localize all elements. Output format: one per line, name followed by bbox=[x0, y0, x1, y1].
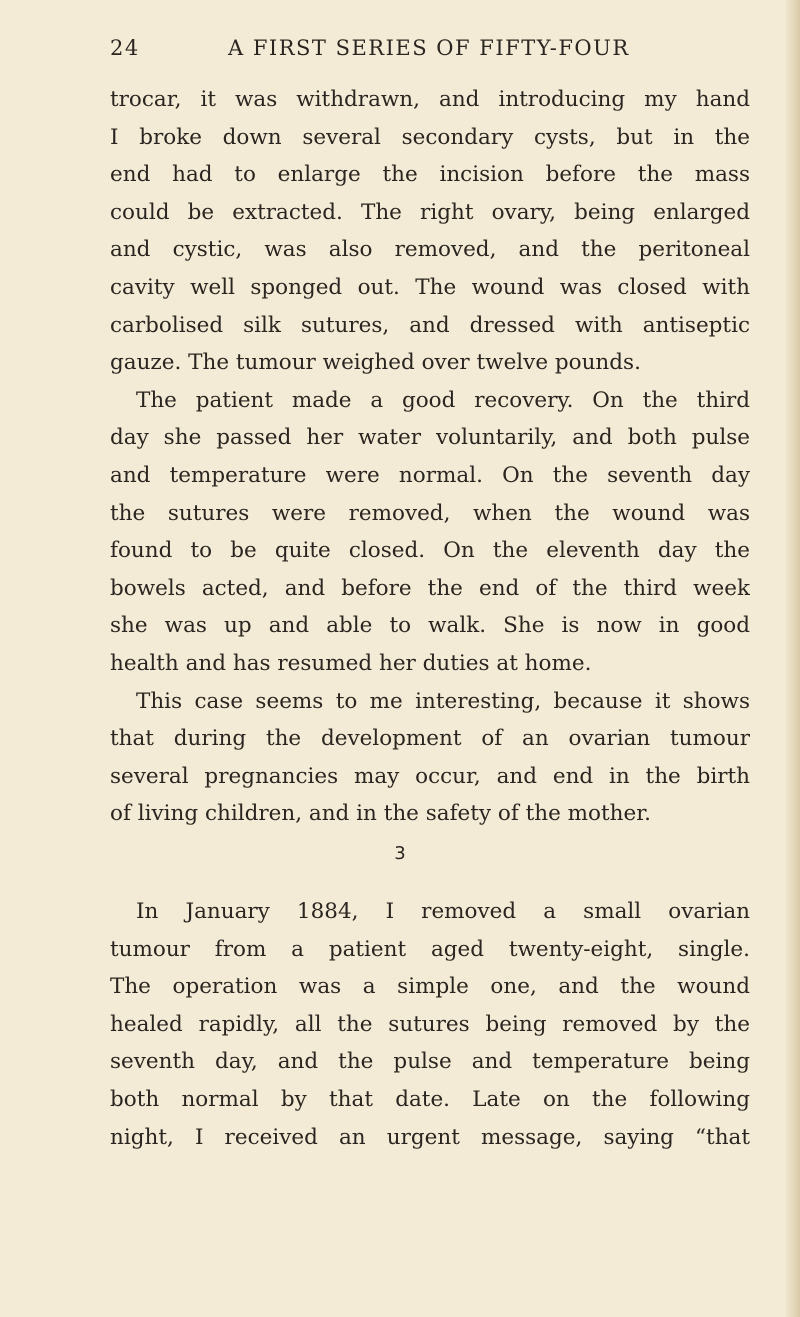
text-line: The patient made a good recovery. On the third bbox=[136, 387, 750, 413]
paragraph-continued bbox=[110, 81, 750, 833]
section-number: 3 bbox=[394, 843, 406, 864]
text-line: could be extracted. The right ovary, being enlarged bbox=[110, 199, 750, 225]
running-head: A FIRST SERIES OF FIFTY-FOUR bbox=[228, 36, 630, 60]
text-line: found to be quite closed. On the eleventh day the bbox=[110, 538, 750, 564]
text-line: health and has resumed her duties at home. bbox=[110, 650, 592, 676]
text-line: seventh day, and the pulse and temperature being bbox=[110, 1049, 750, 1075]
text-line: In January 1884, I removed a small ovarian bbox=[136, 899, 750, 924]
page-number: 24 bbox=[110, 36, 140, 60]
text-line: both normal by that date. Late on the following bbox=[110, 1086, 750, 1112]
text-line: tumour from a patient aged twenty-eight, single. bbox=[110, 936, 750, 962]
text-line: healed rapidly, all the sutures being removed by the bbox=[110, 1011, 750, 1037]
text-line: that during the development of an ovarian tumour bbox=[110, 726, 750, 752]
page-edge bbox=[786, 0, 800, 1317]
text-line: several pregnancies may occur, and end in the birth bbox=[110, 763, 750, 789]
case-paragraph bbox=[110, 893, 750, 1156]
text-line: of living children, and in the safety of the mother. bbox=[110, 801, 651, 827]
text-line: bowels acted, and before the end of the third week bbox=[110, 575, 750, 601]
text-line: This case seems to me interesting, because it shows bbox=[136, 688, 750, 714]
text-line: I broke down several secondary cysts, but in the bbox=[110, 124, 750, 150]
text-line: and cystic, was also removed, and the peritoneal bbox=[110, 237, 750, 263]
text-line: The operation was a simple one, and the wound bbox=[110, 974, 750, 1000]
text-line: gauze. The tumour weighed over twelve pounds. bbox=[110, 350, 641, 376]
text-line: night, I received an urgent message, saying “that bbox=[110, 1124, 750, 1150]
page-header bbox=[110, 36, 750, 66]
text-line: day she passed her water voluntarily, and both pulse bbox=[110, 425, 750, 451]
text-line: cavity well sponged out. The wound was closed with bbox=[110, 274, 750, 300]
text-line: end had to enlarge the incision before the mass bbox=[110, 162, 750, 188]
text-line: the sutures were removed, when the wound was bbox=[110, 500, 750, 526]
text-line: and temperature were normal. On the seventh day bbox=[110, 462, 750, 488]
text-line: trocar, it was withdrawn, and introducing my hand bbox=[110, 87, 750, 112]
text-line: carbolised silk sutures, and dressed with antiseptic bbox=[110, 312, 750, 338]
text-line: she was up and able to walk. She is now in good bbox=[110, 613, 750, 639]
